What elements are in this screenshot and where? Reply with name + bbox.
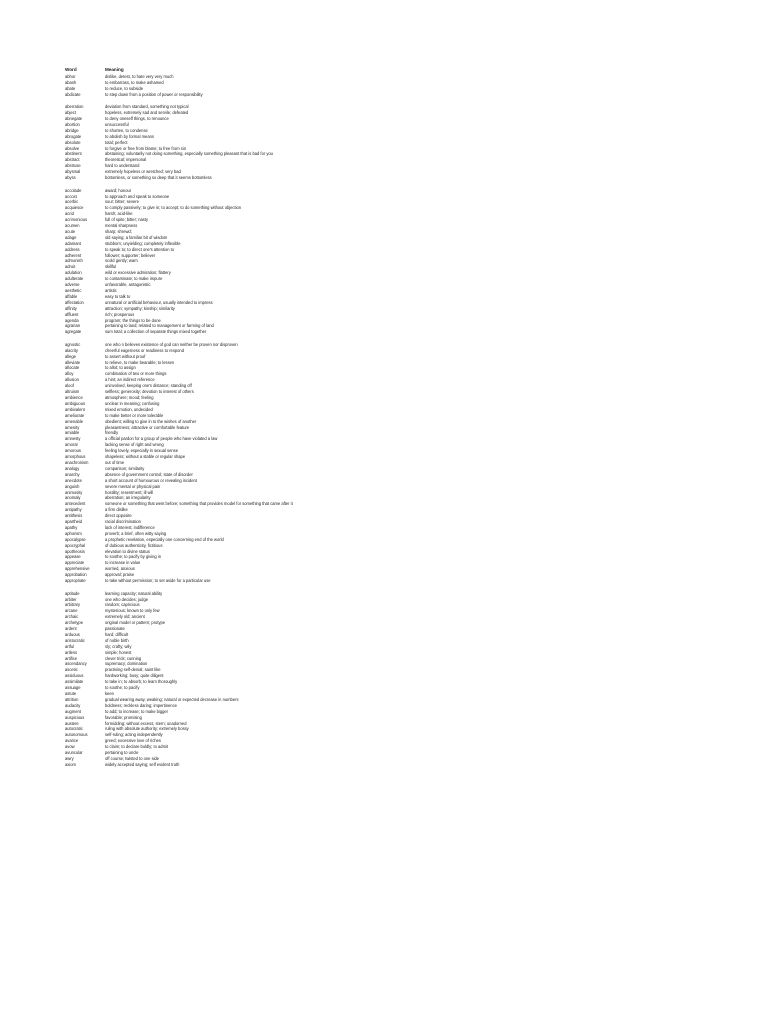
- word-cell: allusion: [65, 377, 79, 383]
- word-cell: affinity: [65, 305, 77, 311]
- meaning-cell: mixed emotion, undecided: [105, 406, 153, 412]
- word-cell: analogy: [65, 465, 80, 471]
- word-cell: antecedent: [65, 501, 86, 507]
- word-cell: amiable: [65, 430, 80, 436]
- word-cell: apprehensive: [65, 566, 90, 572]
- meaning-cell: atmosphere; mood; feeling: [105, 395, 154, 400]
- meaning-cell: to assert without proof: [105, 353, 146, 359]
- word-cell: anomaly: [65, 495, 81, 501]
- word-cell: agrarian: [65, 323, 81, 329]
- meaning-cell: to forgive or free from blame; to free from sin: [105, 145, 186, 151]
- word-cell: attrition: [65, 696, 79, 702]
- word-cell: abstinent: [65, 151, 82, 157]
- vocabulary-sheet: [65, 67, 705, 768]
- meaning-cell: favorable; promising: [105, 714, 142, 720]
- meaning-cell: to deny oneself things, to renounce: [105, 116, 169, 122]
- meaning-cell: absence of government control; state of disorder: [105, 471, 193, 477]
- word-cell: allege: [65, 353, 76, 359]
- word-cell: affable: [65, 293, 78, 299]
- meaning-cell: to claim; to declare boldly; to admit: [105, 744, 169, 750]
- meaning-cell: cheerful eagerness or readiness to respond: [105, 347, 184, 353]
- word-cell: adulterate: [65, 276, 84, 282]
- meaning-cell: hostility; resentment; ill will: [105, 489, 154, 495]
- meaning-cell: someone or something that went before; something that provides model for something that came after it: [105, 501, 293, 507]
- word-cell: archetype: [65, 620, 83, 626]
- word-cell: abate: [65, 85, 76, 91]
- word-cell: adulation: [65, 270, 82, 276]
- word-cell: absolute: [65, 139, 81, 145]
- meaning-cell: of dubious authenticity, fictitious: [105, 542, 163, 548]
- word-cell: approbation: [65, 572, 87, 578]
- meaning-cell: total; perfect: [105, 139, 128, 145]
- meaning-cell: to add; to increase; to make bigger: [105, 708, 169, 714]
- meaning-cell: a prophetic revelation, especially one concerning end of the world: [105, 536, 224, 542]
- word-cell: autonomous: [65, 732, 88, 738]
- meaning-cell: mental sharpness: [105, 223, 138, 229]
- word-cell: arbiter: [65, 596, 77, 602]
- word-cell: ascendancy: [65, 661, 87, 667]
- word-cell: archaic: [65, 614, 79, 620]
- meaning-cell: dislike, detest, to hate very very much: [105, 74, 174, 79]
- word-cell: address: [65, 246, 80, 252]
- meaning-cell: pertaining to land; related to management or farming of land: [105, 323, 214, 329]
- meaning-cell: sum total; a collection of separate things mixed together: [105, 329, 207, 335]
- word-cell: abash: [65, 79, 77, 85]
- word-cell: alloy: [65, 371, 74, 377]
- word-cell: avow: [65, 744, 75, 750]
- word-cell: amnesty: [65, 436, 81, 442]
- group-spacer: [65, 335, 705, 342]
- word-cell: ambience: [65, 395, 83, 400]
- meaning-cell: off course; twisted to one side: [105, 755, 160, 761]
- word-cell: adage: [65, 234, 77, 240]
- word-cell: alleviate: [65, 359, 81, 365]
- word-cell: abrogate: [65, 133, 82, 139]
- word-cell: avuncular: [65, 750, 83, 756]
- meaning-cell: one who decides; judge: [105, 596, 149, 602]
- meaning-cell: follower; supporter; believer: [105, 252, 156, 258]
- word-cell: aloof: [65, 383, 74, 389]
- word-cell: abdicate: [65, 91, 81, 97]
- meaning-cell: pleasantness; attractive or comfortable feature: [105, 424, 190, 430]
- word-cell: agregate: [65, 329, 82, 335]
- word-cell: apartheid: [65, 519, 83, 525]
- meaning-cell: artistic: [105, 288, 117, 293]
- meaning-cell: extremely hopeless or wretched; very bad: [105, 169, 181, 175]
- word-cell: aesthetic: [65, 288, 82, 293]
- word-cell: ambivalent: [65, 406, 85, 412]
- word-cell: affectation: [65, 299, 84, 305]
- meaning-cell: simple; honest: [105, 649, 132, 655]
- meaning-cell: program; the things to be done: [105, 317, 161, 323]
- meaning-cell: sharp; shrewd;: [105, 228, 132, 234]
- meaning-cell: extremely old; ancient: [105, 614, 145, 620]
- word-cell: acrimonious: [65, 217, 88, 223]
- word-column-header: Word: [65, 67, 77, 72]
- meaning-cell: ruling with absolute authority; extremely bossy: [105, 726, 189, 732]
- word-cell: appropriate: [65, 578, 86, 584]
- word-cell: adverse: [65, 282, 80, 288]
- word-cell: astute: [65, 691, 77, 696]
- word-cell: aphorism: [65, 530, 82, 536]
- meaning-cell: a firm dislike: [105, 507, 128, 513]
- word-cell: abnegate: [65, 116, 83, 122]
- word-cell: abysmal: [65, 169, 81, 175]
- word-cell: arbitrary: [65, 602, 81, 608]
- meaning-cell: to soothe; to pacify: [105, 685, 140, 691]
- meaning-cell: selfless; generosity; devotion to interest of others: [105, 389, 194, 395]
- meaning-cell: keen: [105, 691, 114, 696]
- meaning-cell: to speak to; to direct one's attention to: [105, 246, 175, 252]
- table-header: [65, 67, 705, 73]
- meaning-cell: skillful: [105, 264, 117, 270]
- word-cell: anachronism: [65, 459, 89, 465]
- meaning-cell: to abolish by formal means: [105, 133, 154, 139]
- meaning-cell: to shorten, to condense: [105, 127, 148, 133]
- meaning-column-header: Meaning: [105, 67, 124, 72]
- word-cell: aberration: [65, 104, 84, 110]
- meaning-cell: a hint; an indirect reference: [105, 377, 155, 383]
- meaning-cell: a short account of humourous or revealing incident: [105, 477, 197, 483]
- meaning-cell: old saying; a familiar bit of wisdom: [105, 234, 168, 240]
- meaning-cell: to contaminate; to make impure: [105, 276, 163, 282]
- meaning-cell: to make better or more tolerable: [105, 412, 164, 418]
- meaning-cell: to take in; to absorb; to learn thoroughly: [105, 679, 178, 685]
- word-cell: artifice: [65, 655, 78, 661]
- meaning-cell: worried, anxious: [105, 566, 135, 572]
- meaning-cell: rich; prosperous: [105, 311, 135, 317]
- meaning-cell: to relieve, to make bearable; to lessen: [105, 359, 175, 365]
- meaning-cell: to allot; to assign: [105, 365, 136, 371]
- word-cell: accost: [65, 193, 77, 199]
- word-cell: altruism: [65, 389, 80, 395]
- meaning-cell: one who n believes existence of god can neither be proven nor disproven: [105, 341, 238, 347]
- word-cell: appease: [65, 554, 81, 560]
- word-cell: apocryphal: [65, 542, 86, 548]
- word-cell: amorphous: [65, 454, 86, 460]
- meaning-cell: unfavorable, antagonistic: [105, 282, 151, 288]
- word-cell: acquiesce: [65, 205, 84, 211]
- meaning-cell: to step down from a position of power or responsibility: [105, 91, 203, 97]
- word-cell: apathy: [65, 524, 78, 530]
- meaning-cell: shapeless; without a stable or regular shape: [105, 454, 186, 460]
- word-cell: artful: [65, 643, 75, 649]
- word-cell: avarice: [65, 738, 79, 744]
- word-cell: abject: [65, 110, 76, 116]
- meaning-cell: wild or excessive admiration; flattery: [105, 270, 171, 276]
- word-cell: allocate: [65, 365, 80, 371]
- meaning-cell: formidding; without excess; stern; unadorned: [105, 720, 187, 726]
- meaning-cell: bottomless, or something so deep that it seems bottomless: [105, 175, 212, 181]
- meaning-cell: direct opposite: [105, 513, 132, 519]
- word-cell: arduous: [65, 631, 80, 637]
- meaning-cell: combination of two or more things: [105, 371, 167, 377]
- word-cell: ameliorate: [65, 412, 85, 418]
- meaning-cell: supremacy; domination: [105, 661, 148, 667]
- word-cell: awry: [65, 755, 74, 761]
- word-cell: auspicious: [65, 714, 85, 720]
- table-row: [65, 762, 705, 768]
- word-cell: aristocratic: [65, 637, 85, 643]
- word-cell: adroit: [65, 264, 76, 270]
- word-cell: abyss: [65, 175, 76, 181]
- meaning-cell: scold gently; warn: [105, 258, 138, 264]
- meaning-cell: passionate: [105, 626, 125, 632]
- word-cell: artless: [65, 649, 78, 655]
- word-cell: apotheosis: [65, 548, 85, 554]
- group-spacer: [65, 181, 705, 188]
- word-cell: ambiguous: [65, 400, 86, 406]
- meaning-cell: mysterious; known to only few: [105, 608, 160, 614]
- meaning-cell: unclear in meaning; confusing: [105, 400, 160, 406]
- word-cell: adherent: [65, 252, 82, 258]
- word-cell: amenity: [65, 424, 80, 430]
- meaning-cell: out of time: [105, 459, 125, 465]
- meaning-cell: to comply passively; to give in; to accept; to do something without objection: [105, 205, 242, 211]
- word-cell: abhor: [65, 74, 76, 79]
- meaning-cell: learning capacity; natural ability: [105, 590, 163, 596]
- meaning-cell: of noble birth: [105, 637, 129, 643]
- word-cell: assiduous: [65, 673, 84, 679]
- group-spacer: [65, 98, 705, 105]
- word-cell: ascetic: [65, 667, 78, 673]
- word-cell: anecdote: [65, 477, 82, 483]
- word-cell: agnostic: [65, 341, 81, 347]
- meaning-cell: hard; difficult: [105, 631, 129, 637]
- meaning-cell: attraction; sympathy; kinship; similarity: [105, 305, 175, 311]
- word-cell: arcane: [65, 608, 78, 614]
- meaning-cell: proverb; a brief, often witty saying: [105, 530, 167, 536]
- word-cell: abstract: [65, 157, 80, 163]
- word-cell: acrid: [65, 211, 74, 217]
- word-cell: augment: [65, 708, 81, 714]
- word-cell: amorous: [65, 448, 81, 454]
- meaning-cell: obedient; willing to give in to the wishes of another: [105, 418, 197, 424]
- meaning-cell: gradual wearing away, weaking; natural or expected decrease in numbers: [105, 696, 239, 702]
- word-cell: acerbic: [65, 199, 79, 205]
- meaning-cell: harsh; acid-like: [105, 211, 133, 217]
- meaning-cell: easy to talk to: [105, 293, 131, 299]
- word-cell: austere: [65, 720, 79, 726]
- word-cell: amenable: [65, 418, 83, 424]
- meaning-cell: unsuccessful: [105, 121, 129, 127]
- word-cell: anarchy: [65, 471, 80, 477]
- word-cell: anguish: [65, 483, 80, 489]
- meaning-cell: approval; praise: [105, 572, 135, 578]
- word-cell: abortion: [65, 121, 80, 127]
- word-cell: animosity: [65, 489, 83, 495]
- meaning-cell: comparison; similarity: [105, 465, 145, 471]
- word-cell: accolade: [65, 187, 82, 193]
- word-cell: appreciate: [65, 560, 85, 566]
- meaning-cell: clever trick; cunning: [105, 655, 142, 661]
- word-cell: aptitude: [65, 590, 80, 596]
- meaning-cell: a official pardon for a group of people who have violated a law: [105, 436, 218, 442]
- meaning-cell: sly; crafty; wily: [105, 643, 132, 649]
- meaning-cell: lack of interest; indifference: [105, 524, 155, 530]
- meaning-cell: uninvolved, keeping one's distance; standing off: [105, 383, 192, 389]
- word-cell: acumen: [65, 223, 80, 229]
- word-cell: affluent: [65, 311, 79, 317]
- meaning-cell: sour; bitter; severe: [105, 199, 139, 205]
- word-cell: admonish: [65, 258, 83, 264]
- word-cell: ardent: [65, 626, 77, 632]
- word-cell: adamant: [65, 240, 81, 246]
- word-cell: antithesis: [65, 513, 83, 519]
- meaning-cell: stubborn; unyielding; completely inflexible: [105, 240, 181, 246]
- meaning-cell: hopeless, extremely sad and servile; defeated: [105, 110, 189, 116]
- meaning-cell: self-ruling; acting independently: [105, 732, 163, 738]
- word-cell: agenda: [65, 317, 79, 323]
- meaning-cell: theoretical; impersonal: [105, 157, 147, 163]
- word-cell: amoral: [65, 442, 78, 448]
- meaning-cell: full of spite; bitter; nasty: [105, 217, 149, 223]
- word-cell: alacrity: [65, 347, 78, 353]
- meaning-cell: unnatural or artificial behaviour, usually intended to impress: [105, 299, 213, 305]
- meaning-cell: deviation from standard, something not typical: [105, 104, 189, 110]
- word-cell: autocratic: [65, 726, 83, 732]
- word-list: [65, 74, 705, 768]
- meaning-cell: greed; excessive love of riches: [105, 738, 161, 744]
- meaning-cell: award; honour: [105, 187, 132, 193]
- meaning-cell: original model or pattern; protype: [105, 620, 166, 626]
- meaning-cell: pertaining to uncle: [105, 750, 139, 756]
- meaning-cell: severe mental or physical pain: [105, 483, 161, 489]
- word-cell: assimilate: [65, 679, 84, 685]
- word-cell: axiom: [65, 761, 76, 767]
- group-spacer: [65, 584, 705, 591]
- meaning-cell: racial discrimination: [105, 519, 141, 525]
- word-cell: abstruse: [65, 163, 81, 169]
- meaning-cell: elevation to divine status: [105, 548, 150, 554]
- meaning-cell: boldness; reckless daring; impertinence: [105, 702, 177, 708]
- meaning-cell: hardworking; busy; quite diligent: [105, 673, 164, 679]
- meaning-cell: aberration; an irregularity: [105, 495, 151, 501]
- meaning-cell: hard to understand: [105, 163, 140, 169]
- word-cell: acute: [65, 228, 76, 234]
- meaning-cell: to take without permission; to set aside for a particular use: [105, 578, 211, 584]
- word-cell: abridge: [65, 127, 79, 133]
- word-cell: assuage: [65, 685, 81, 691]
- meaning-cell: random; capricious: [105, 602, 140, 608]
- meaning-cell: to reduce, to subside: [105, 85, 144, 91]
- word-cell: apocalypse: [65, 536, 86, 542]
- meaning-cell: lacking sense of right and wrong: [105, 442, 164, 448]
- word-cell: antipathy: [65, 507, 82, 513]
- meaning-cell: abstaining; voluntarily not doing something, especially something pleasant that is bad for you: [105, 151, 273, 157]
- meaning-cell: to increase in value: [105, 560, 141, 566]
- meaning-cell: widely accepted saying; self evident truth: [105, 761, 180, 767]
- meaning-cell: feeling lovely, especially in sexual sense: [105, 448, 178, 454]
- word-cell: absolve: [65, 145, 80, 151]
- word-cell: audacity: [65, 702, 81, 708]
- meaning-cell: friendly: [105, 430, 119, 436]
- meaning-cell: to soothe; to pacify by giving in: [105, 554, 161, 560]
- meaning-cell: practising self-denial; saint like: [105, 667, 161, 673]
- meaning-cell: to approach and speak to someone: [105, 193, 170, 199]
- meaning-cell: to embarrass, to make ashamed: [105, 79, 164, 85]
